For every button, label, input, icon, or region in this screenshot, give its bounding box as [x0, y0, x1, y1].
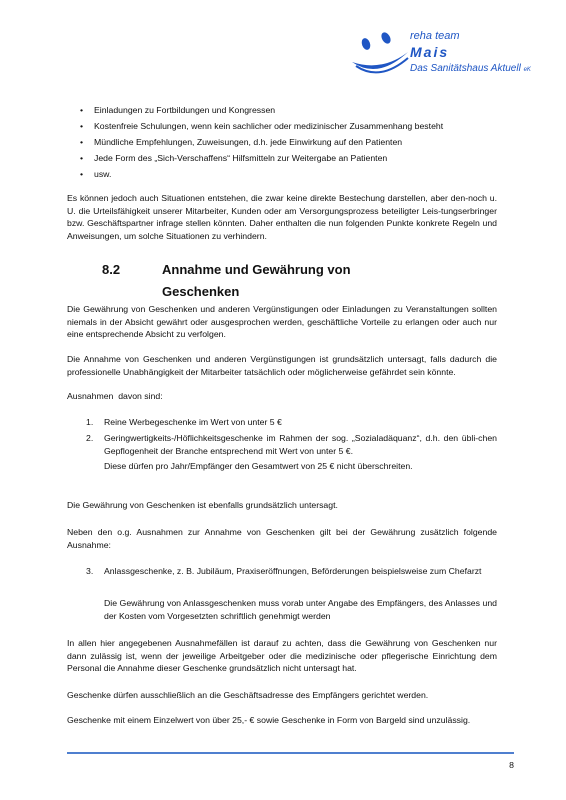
paragraph: Die Gewährung von Geschenken und anderen Vergünstigungen oder Einladungen zu Veranstaltungen sollten niemals in der Absicht gewährt oder ausgesprochen werden, geschäftliche Vorteile zu erlangen oder auch nur eine entsprechende Absicht zu verfolgen. [67, 304, 497, 340]
paragraph: In allen hier angegebenen Ausnahmefällen ist darauf zu achten, dass die Gewährung von Geschenken nur dann zulässig ist, wenn der jeweilige Arbeitgeber oder die medizinische oder pflegerische Einrichtung dem Personal die Annahme dieser Geschenke grundsätzlich nicht untersagt hat. [67, 638, 497, 674]
logo-suffix: eK [523, 67, 531, 73]
list-number: 1. [86, 417, 94, 427]
list-item-note: Diese dürfen pro Jahr/Empfänger den Gesamtwert von 25 € nicht überschreiten. [104, 461, 413, 471]
list-item-text: Geringwertigkeits-/Höflichkeitsgeschenke im Rahmen der sog. „Sozialadäquanz“, d.h. den übli-chen Gepflogenheit der Branche entsprechend mit Wert von unter 5 €. [104, 433, 497, 456]
logo-line1: reha team [410, 30, 460, 42]
logo-line2: Mais [410, 44, 450, 60]
exceptions-label: Ausnahmen davon sind: [67, 391, 163, 401]
intro-paragraph: Es können jedoch auch Situationen entstehen, die zwar keine direkte Bestechung darstellen, aber den-noch u. U. die Urteilsfähigkeit unserer Mitarbeiter, Kunden oder am Versorgungsprozess beteiligter Leis-tungserbringer bzw. Geschäftspartner infrage stellen könnten. Daher enthalten die nun folgenden Punkte konkrete Regeln und Anweisungen, um solche Situationen zu verhindern. [67, 193, 497, 241]
section-title-line1: Annahme und Gewährung von [162, 262, 351, 277]
list-item-text: Anlassgeschenke, z. B. Jubiläum, Praxiseröffnungen, Beförderungen beispielsweise zum Chefarzt [104, 566, 482, 576]
paragraph: Die Annahme von Geschenken und anderen Vergünstigungen ist grundsätzlich untersagt, falls dadurch die professionelle Unabhängigkeit der Mitarbeiter tatsächlich oder möglicherweise gefährdet sein könnte. [67, 354, 497, 377]
page-number: 8 [509, 760, 514, 770]
paragraph: Geschenke dürfen ausschließlich an die Geschäftsadresse des Empfängers gerichtet werden. [67, 690, 429, 700]
list-item-text: Reine Werbegeschenke im Wert von unter 5 € [104, 417, 282, 427]
company-logo [348, 22, 538, 86]
logo-line3: Das Sanitätshaus Aktuell eK [410, 63, 531, 74]
paragraph: Geschenke mit einem Einzelwert von über 25,- € sowie Geschenke in Form von Bargeld sind unzulässig. [67, 715, 471, 725]
section-number: 8.2 [102, 262, 121, 277]
paragraph: Die Gewährung von Geschenken ist ebenfalls grundsätzlich untersagt. [67, 500, 338, 510]
list-item-detail: Die Gewährung von Anlassgeschenken muss vorab unter Angabe des Empfängers, des Anlasses und der Kosten vom Vorgesetzten schriftlich genehmigt werden [104, 598, 497, 621]
footer-rule [67, 752, 514, 754]
document-page: reha team Mais Das Sanitätshaus Aktuell eK • Einladungen zu Fortbildungen und Kongressen • Kostenfreie Schulungen, wenn kein sachlicher oder medizinischer Zusammenhang besteht • Mündliche Empfehlungen, Zuweisungen, d.h. jede Einwirkung auf den Patienten • Jede Form des „Sich-Verschaffens“ Hilfsmitteln zur Weitergabe an Patienten • usw. Es können jedoch auch Situationen entstehen, die zwar keine direkte Bestechung darstellen, aber den-noch u. U. die Urteilsfähigkeit unserer Mitarbeiter, Kunden oder am Versorgungsprozess beteiligter Leis-tungserbringer bzw. Geschäftspartner infrage stellen könnten. Daher enthalten die nun folgenden Punkte konkrete Regeln und Anweisungen, um solche Situationen zu verhindern. 8.2 Annahme und Gewährung von Geschenken Die Gewährung von Geschenken und anderen Vergünstigungen oder Einladungen zu Veranstaltungen sollten niemals in der Absicht gewährt oder ausgesprochen werden, geschäftliche Vorteile zu erlangen oder auch nur eine entsprechende Absicht zu verfolgen. Die Annahme von Geschenken und anderen Vergünstigungen ist grundsätzlich untersagt, falls dadurch die professionelle Unabhängigkeit der Mitarbeiter tatsächlich oder möglicherweise gefährdet sein könnte. Ausnahmen davon sind: 1. Reine Werbegeschenke im Wert von unter 5 € 2. Geringwertigkeits-/Höflichkeitsgeschenke im Rahmen der sog. „Sozialadäquanz“, d.h. den übli-chen Gepflogenheit der Branche entsprechend mit Wert von unter 5 €. Diese dürfen pro Jahr/Empfänger den Gesamtwert von 25 € nicht überschreiten. Die Gewährung von Geschenken ist ebenfalls grundsätzlich untersagt. Neben den o.g. Ausnahmen zur Annahme von Geschenken gilt bei der Gewährung zusätzlich folgende Ausnahme: 3. Anlassgeschenke, z. B. Jubiläum, Praxiseröffnungen, Beförderungen beispielsweise zum Chefarzt Die Gewährung von Anlassgeschenken muss vorab unter Angabe des Empfängers, des Anlasses und der Kosten vom Vorgesetzten schriftlich genehmigt werden In allen hier angegebenen Ausnahmefällen ist darauf zu achten, dass die Gewährung von Geschenken nur dann zulässig ist, wenn der jeweilige Arbeitgeber oder die medizinische oder pflegerische Einrichtung dem Personal die Annahme dieser Geschenke grundsätzlich nicht untersagt hat. Geschenke dürfen ausschließlich an die Geschäftsadresse des Empfängers gerichtet werden. Geschenke mit einem Einzelwert von über 25,- € sowie Geschenke in Form von Bargeld sind unzulässig. 8 [0, 0, 566, 800]
section-title-line2: Geschenken [162, 284, 240, 299]
list-number: 2. [86, 433, 94, 443]
logo-smile-icon [348, 22, 412, 84]
list-number: 3. [86, 566, 94, 576]
paragraph: Neben den o.g. Ausnahmen zur Annahme von Geschenken gilt bei der Gewährung zusätzlich folgende Ausnahme: [67, 527, 497, 550]
